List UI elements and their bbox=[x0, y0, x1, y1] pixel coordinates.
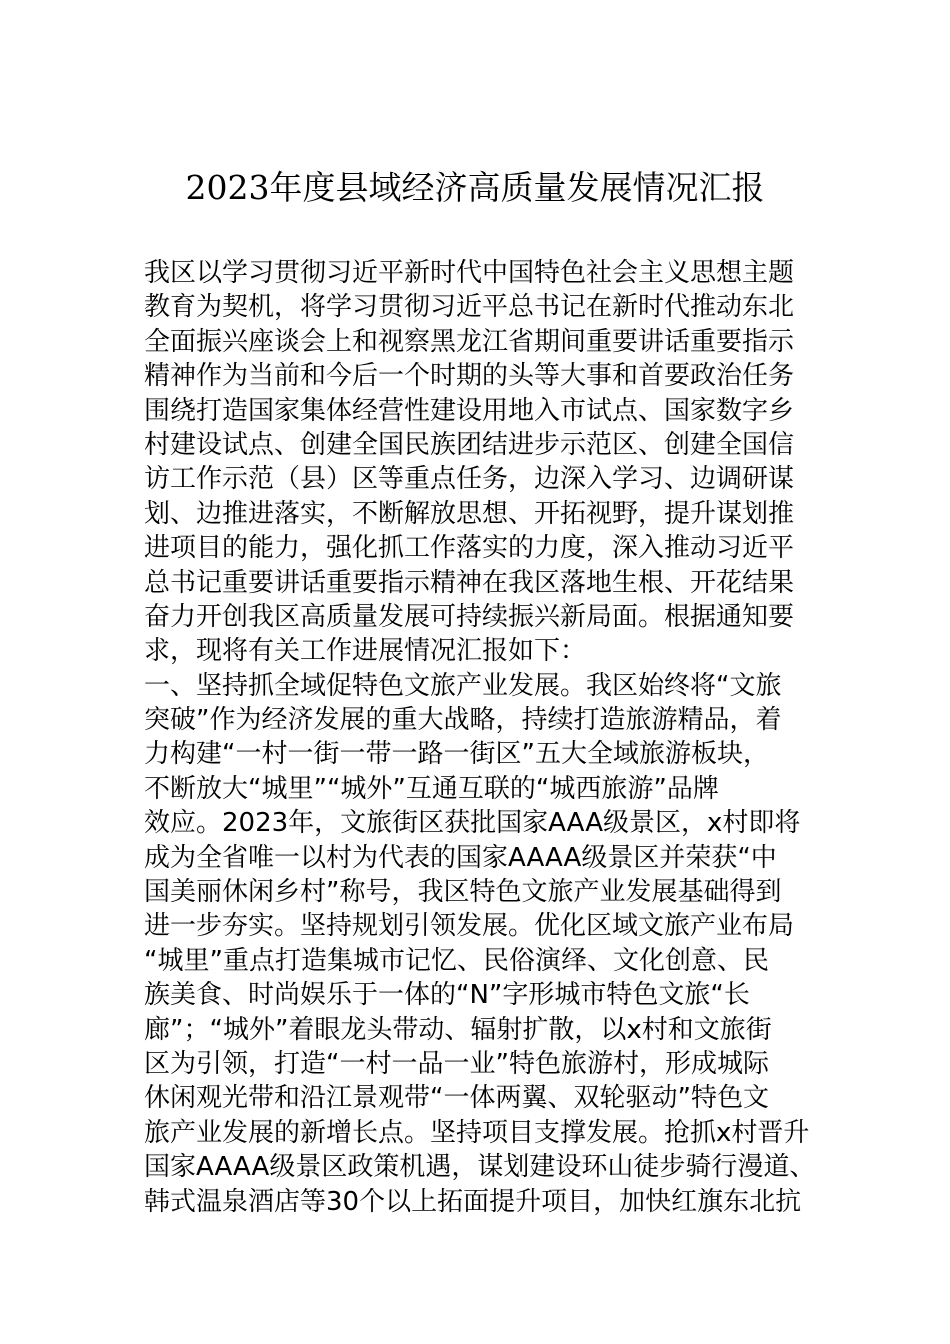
body-line: 访工作示范（县）区等重点任务，边深入学习、边调研谋 bbox=[144, 464, 795, 495]
body-line: 突破”作为经济发展的重大战略，持续打造旅游精品，着 bbox=[144, 705, 782, 736]
body-line: 力构建“一村一街一带一路一街区”五大全域旅游板块， bbox=[144, 739, 769, 770]
body-line: 族美食、时尚娱乐于一体的“N”字形城市特色文旅“长 bbox=[144, 980, 750, 1011]
body-line: 全面振兴座谈会上和视察黑龙江省期间重要讲话重要指示 bbox=[144, 326, 795, 357]
body-line: 国美丽休闲乡村”称号，我区特色文旅产业发展基础得到 bbox=[144, 877, 782, 908]
document-body bbox=[144, 256, 824, 1219]
body-line: 不断放大“城里”“城外”互通互联的“城西旅游”品牌 bbox=[144, 773, 719, 804]
body-line: 休闲观光带和沿江景观带“一体两翼、双轮驱动”特色文 bbox=[144, 1083, 769, 1114]
body-line: 进项目的能力，强化抓工作落实的力度，深入推动习近平 bbox=[144, 533, 795, 564]
body-line: 围绕打造国家集体经营性建设用地入市试点、国家数字乡 bbox=[144, 395, 795, 426]
body-line: 旅产业发展的新增长点。坚持项目支撑发展。抢抓x村晋升 bbox=[144, 1117, 810, 1148]
body-line: 精神作为当前和今后一个时期的头等大事和首要政治任务 bbox=[144, 361, 795, 392]
body-line: 廊”；“城外”着眼龙头带动、辐射扩散，以x村和文旅街 bbox=[144, 1014, 772, 1045]
body-line: 区为引领，打造“一村一品一业”特色旅游村，形成城际 bbox=[144, 1048, 769, 1079]
body-line: 效应。2023年，文旅街区获批国家AAA级景区，x村即将 bbox=[144, 808, 801, 839]
body-line: 奋力开创我区高质量发展可持续振兴新局面。根据通知要 bbox=[144, 601, 795, 632]
body-line: 国家AAAA级景区政策机遇，谋划建设环山徒步骑行漫道、 bbox=[144, 1152, 816, 1183]
body-line: “城里”重点打造集城市记忆、民俗演绎、文化创意、民 bbox=[144, 945, 769, 976]
body-line: 一、坚持抓全域促特色文旅产业发展。我区始终将“文旅 bbox=[144, 670, 782, 701]
body-line: 韩式温泉酒店等30个以上拓面提升项目，加快红旗东北抗 bbox=[144, 1186, 802, 1217]
body-line: 求，现将有关工作进展情况汇报如下： bbox=[144, 636, 587, 667]
body-line: 村建设试点、创建全国民族团结进步示范区、创建全国信 bbox=[144, 429, 795, 460]
body-line: 划、边推进落实，不断解放思想、开拓视野，提升谋划推 bbox=[144, 498, 795, 529]
document-title: 2023年度县域经济高质量发展情况汇报 bbox=[185, 168, 765, 207]
body-line: 我区以学习贯彻习近平新时代中国特色社会主义思想主题 bbox=[144, 258, 795, 288]
body-line: 总书记重要讲话重要指示精神在我区落地生根、开花结果 bbox=[144, 567, 795, 598]
body-line: 教育为契机，将学习贯彻习近平总书记在新时代推动东北 bbox=[144, 292, 795, 323]
body-line: 进一步夯实。坚持规划引领发展。优化区域文旅产业布局 bbox=[144, 911, 795, 942]
body-line: 成为全省唯一以村为代表的国家AAAA级景区并荣获“中 bbox=[144, 842, 777, 873]
